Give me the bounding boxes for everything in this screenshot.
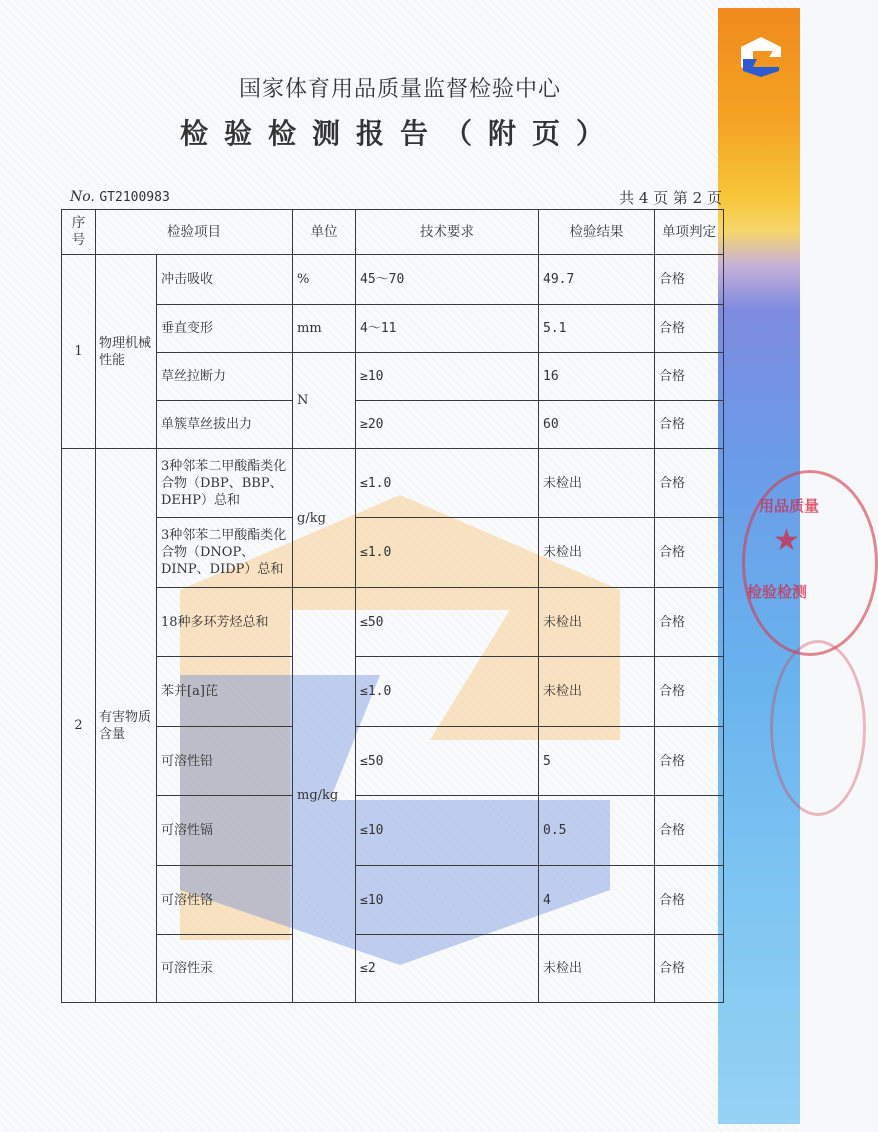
- table-row: [62, 727, 724, 796]
- col-header-judgement: 单项判定: [655, 210, 724, 255]
- item-requirement: ≥10: [356, 353, 539, 401]
- table-row: [62, 657, 724, 727]
- item-unit: %: [293, 255, 356, 305]
- item-judgement: 合格: [655, 518, 724, 588]
- item-name: 18种多环芳烃总和: [157, 588, 293, 657]
- item-judgement: 合格: [655, 449, 724, 518]
- group-category: 物理机械性能: [96, 255, 157, 449]
- official-seal-stamp: [742, 470, 878, 656]
- item-result: 未检出: [539, 449, 655, 518]
- group-category: 有害物质含量: [96, 449, 157, 1003]
- item-name: 3种邻苯二甲酸酯类化合物（DBP、BBP、DEHP）总和: [157, 449, 293, 518]
- document-title: 检验检测报告（附页）: [179, 117, 620, 150]
- item-result: 5: [539, 727, 655, 796]
- item-result: 49.7: [539, 255, 655, 305]
- item-result: 未检出: [539, 518, 655, 588]
- col-header-result: 检验结果: [539, 210, 655, 255]
- item-requirement: ≥20: [356, 401, 539, 449]
- item-requirement: 45～70: [356, 255, 539, 305]
- item-judgement: 合格: [655, 588, 724, 657]
- seal-star-icon: ★: [773, 523, 800, 558]
- item-result: 未检出: [539, 657, 655, 727]
- partial-seal-stamp: [770, 640, 866, 816]
- table-row: [62, 305, 724, 353]
- page-info: 共 4 页 第 2 页: [619, 189, 722, 207]
- item-name: 可溶性汞: [157, 935, 293, 1003]
- item-judgement: 合格: [655, 657, 724, 727]
- inspection-results-table: [61, 209, 724, 1003]
- table-row: [62, 518, 724, 588]
- table-row: [62, 449, 724, 518]
- report-number: [70, 189, 170, 205]
- seal-bottom-text: 检验检测: [747, 583, 808, 601]
- table-header-row: [62, 210, 724, 255]
- item-judgement: 合格: [655, 935, 724, 1003]
- group-seq: 2: [62, 449, 96, 1003]
- item-name: 可溶性铅: [157, 727, 293, 796]
- item-judgement: 合格: [655, 353, 724, 401]
- report-number-value: GT2100983: [99, 190, 170, 205]
- report-number-label: No.: [70, 189, 95, 205]
- table-row: [62, 588, 724, 657]
- item-result: 4: [539, 866, 655, 935]
- table-row: [62, 353, 724, 401]
- item-name: 单簇草丝拔出力: [157, 401, 293, 449]
- item-requirement: ≤2: [356, 935, 539, 1003]
- item-name: 草丝拉断力: [157, 353, 293, 401]
- item-result: 未检出: [539, 935, 655, 1003]
- group-seq: 1: [62, 255, 96, 449]
- item-unit: g/kg: [293, 449, 356, 588]
- item-requirement: ≤1.0: [356, 657, 539, 727]
- item-requirement: ≤1.0: [356, 518, 539, 588]
- item-name: 可溶性镉: [157, 796, 293, 866]
- item-requirement: ≤50: [356, 588, 539, 657]
- item-result: 60: [539, 401, 655, 449]
- seal-top-text: 用品质量: [759, 497, 820, 515]
- table-row: [62, 796, 724, 866]
- item-name: 垂直变形: [157, 305, 293, 353]
- item-result: 16: [539, 353, 655, 401]
- item-unit: mg/kg: [293, 588, 356, 1003]
- item-result: 5.1: [539, 305, 655, 353]
- item-name: 苯并[a]芘: [157, 657, 293, 727]
- item-name: 3种邻苯二甲酸酯类化合物（DNOP、DINP、DIDP）总和: [157, 518, 293, 588]
- table-row: [62, 935, 724, 1003]
- table-row: [62, 401, 724, 449]
- item-requirement: ≤50: [356, 727, 539, 796]
- item-name: 冲击吸收: [157, 255, 293, 305]
- item-result: 未检出: [539, 588, 655, 657]
- item-judgement: 合格: [655, 255, 724, 305]
- item-result: 0.5: [539, 796, 655, 866]
- item-requirement: ≤10: [356, 796, 539, 866]
- col-header-item: 检验项目: [96, 210, 293, 255]
- organization-title: 国家体育用品质量监督检验中心: [238, 77, 561, 102]
- item-judgement: 合格: [655, 305, 724, 353]
- item-judgement: 合格: [655, 401, 724, 449]
- item-judgement: 合格: [655, 866, 724, 935]
- table-row: [62, 255, 724, 305]
- item-name: 可溶性铬: [157, 866, 293, 935]
- item-requirement: ≤1.0: [356, 449, 539, 518]
- item-judgement: 合格: [655, 727, 724, 796]
- col-header-seq: 序号: [62, 210, 96, 255]
- col-header-unit: 单位: [293, 210, 356, 255]
- table-row: [62, 866, 724, 935]
- item-unit: mm: [293, 305, 356, 353]
- item-judgement: 合格: [655, 796, 724, 866]
- item-requirement: 4～11: [356, 305, 539, 353]
- col-header-requirement: 技术要求: [356, 210, 539, 255]
- item-requirement: ≤10: [356, 866, 539, 935]
- item-unit: N: [293, 353, 356, 449]
